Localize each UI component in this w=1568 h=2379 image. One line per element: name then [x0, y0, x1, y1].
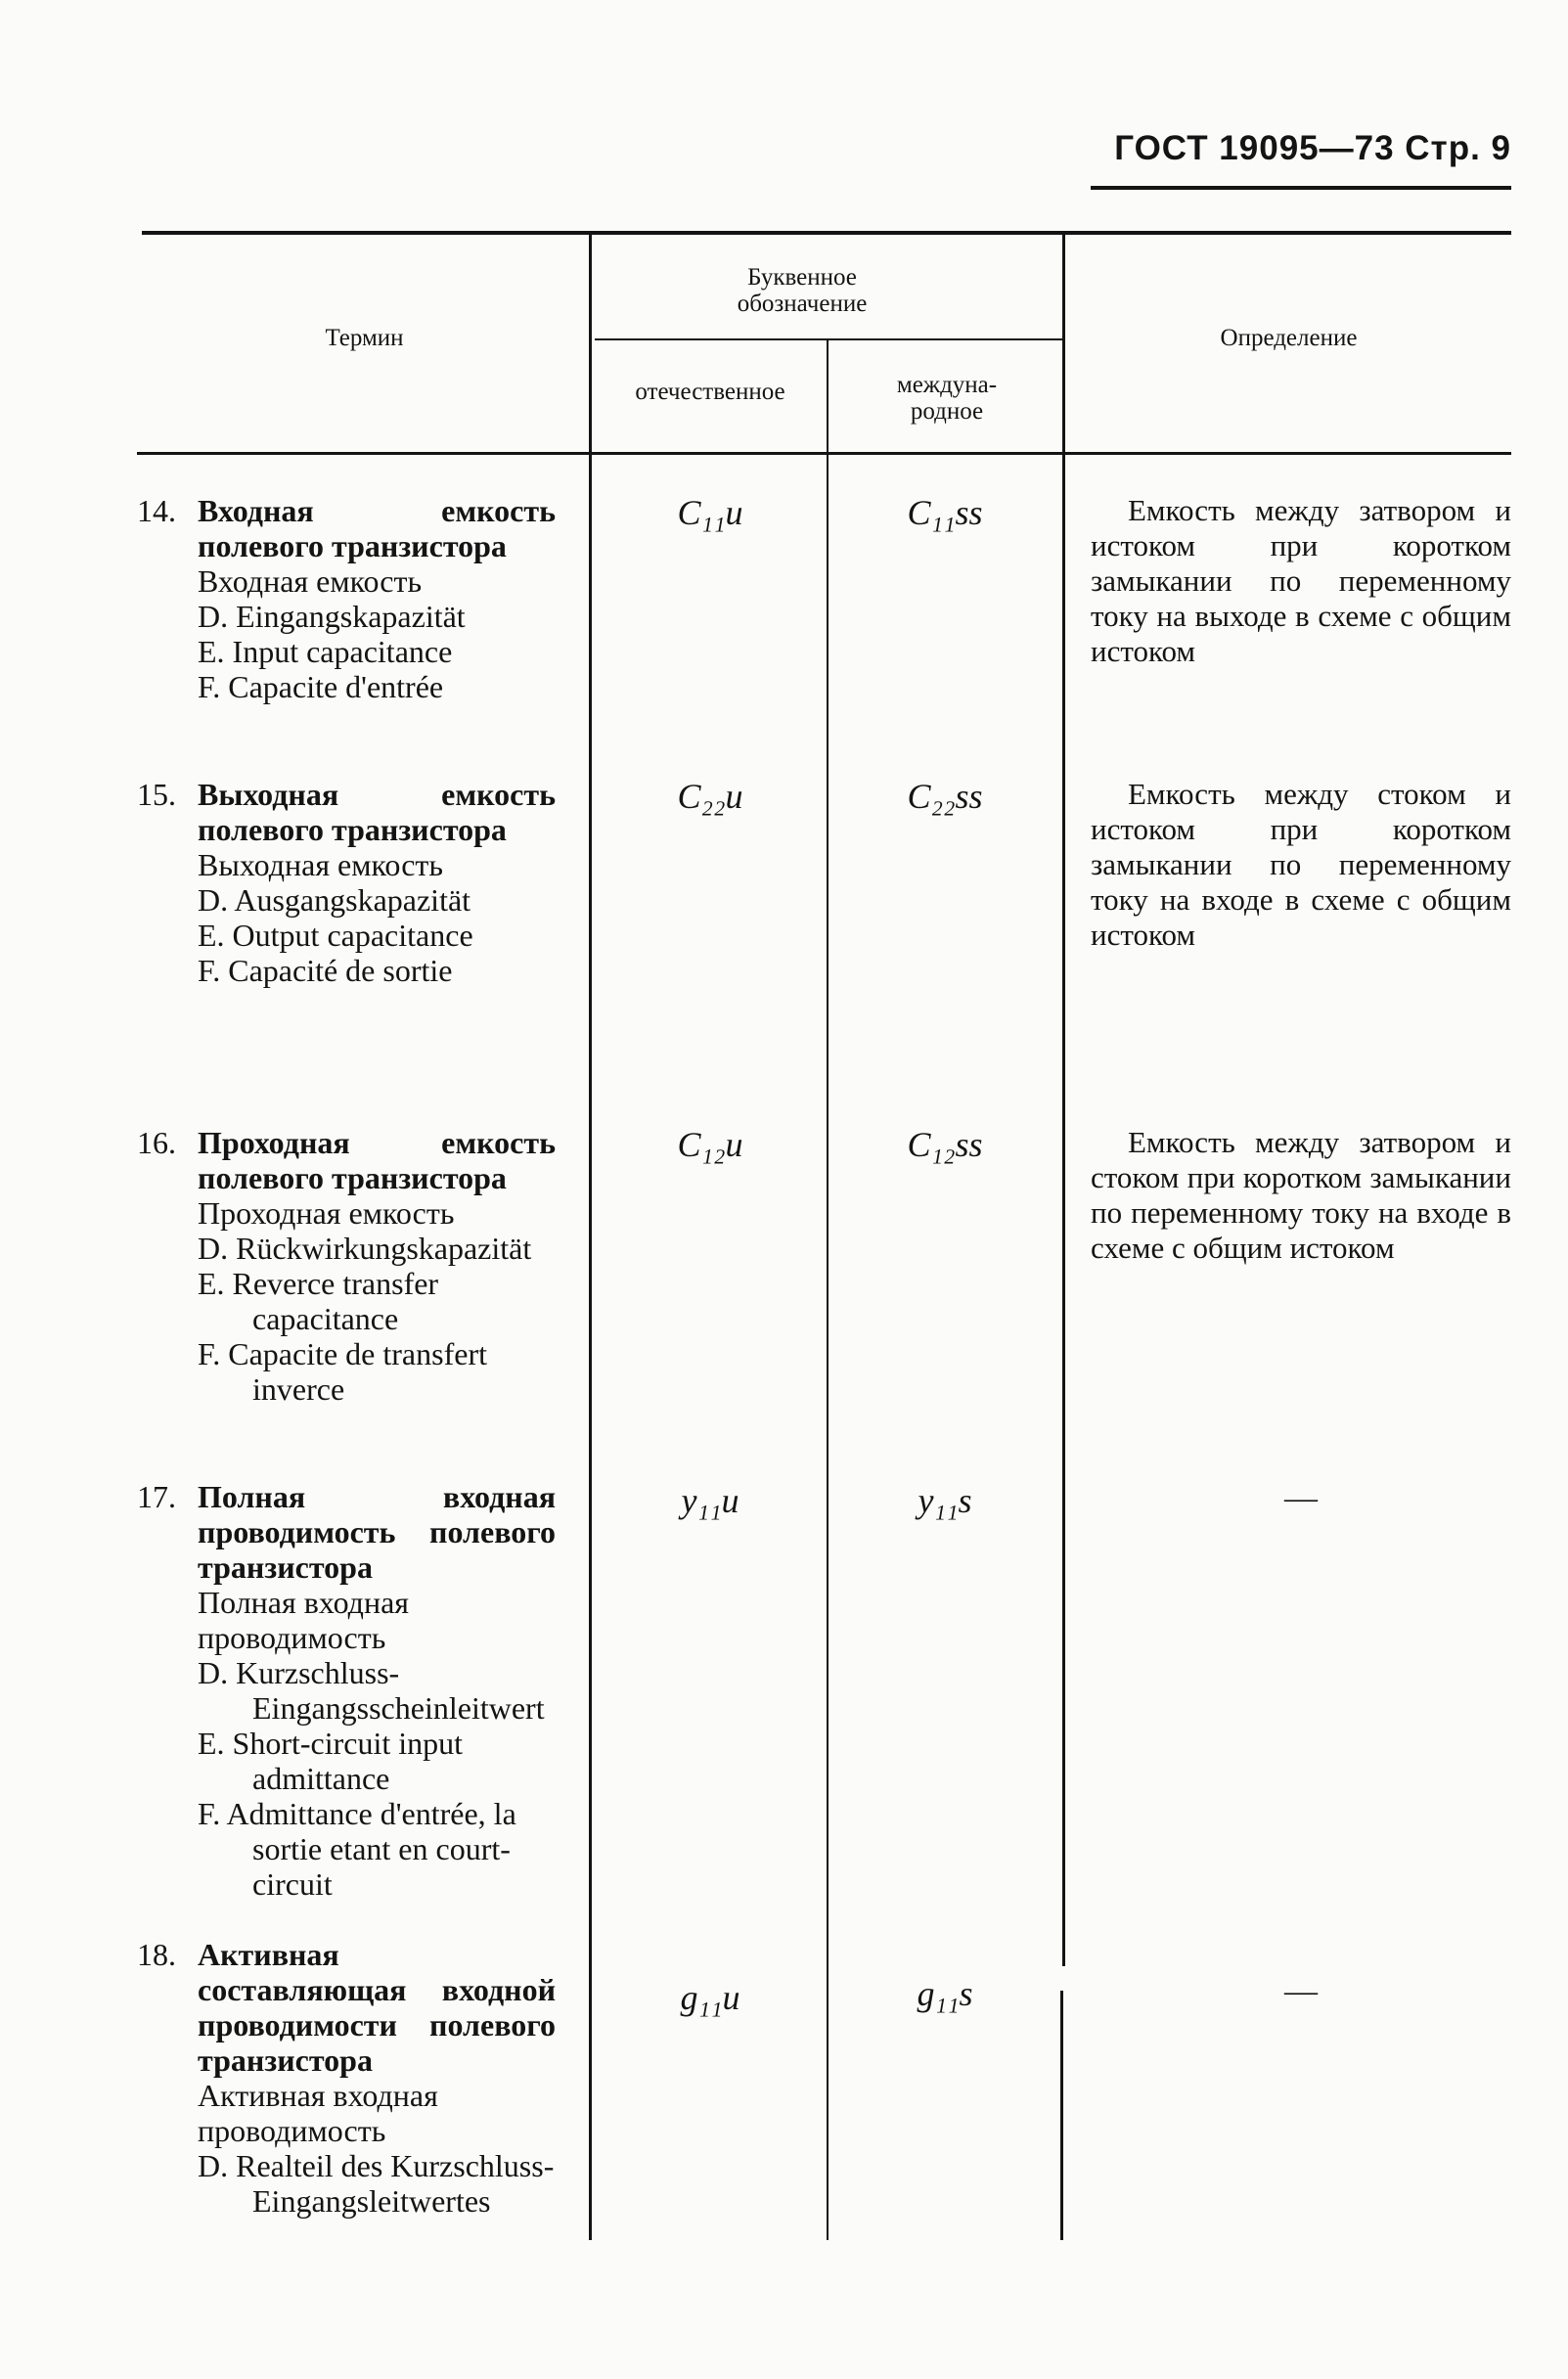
column-divider-3 [1062, 235, 1065, 1966]
page-header: ГОСТ 19095—73 Стр. 9 [1114, 129, 1511, 167]
table-head-bottom-rule [137, 452, 1511, 455]
entry-number: 18. [137, 1937, 176, 1972]
entry-number: 17. [137, 1479, 176, 1514]
term-french: F. Capacite d'entrée [198, 669, 444, 704]
column-divider-1 [589, 235, 592, 2240]
definition: Емкость между затвором и стоком при коротком замыкании по переменному току на входе в схеме с общим истоком [1091, 1125, 1511, 1265]
term-english: E. Short-circuit input admittance [198, 1726, 464, 1796]
symbol-international: C₂₂ss [907, 777, 983, 816]
symbol-international: C₁₁ss [907, 493, 983, 532]
symbol-international: y₁₁s [918, 1481, 972, 1520]
term-main: Выходная емкость полевого транзистора [198, 777, 556, 847]
entry-number: 16. [137, 1125, 176, 1160]
term-short: Проходная емкость [198, 1195, 455, 1231]
term-german: D. Eingangskapazität [198, 599, 466, 634]
term-french: F. Admittance d'entrée, la sortie etant en court-circuit [198, 1796, 516, 1902]
term-main: Активная составляющая входной проводимости полевого транзистора [198, 1937, 556, 2078]
symbol-domestic: y₁₁и [681, 1481, 739, 1520]
col-head-domestic: отечественное [635, 379, 785, 405]
header-rule [1091, 186, 1511, 190]
entry-number: 15. [137, 777, 176, 812]
symbol-international: C₁₂ss [907, 1125, 983, 1164]
table-top-rule [142, 231, 1511, 235]
term-german: D. Realteil des Kurzschluss-Eingangsleitwertes [198, 2148, 555, 2219]
term-german: D. Ausgangskapazität [198, 882, 471, 918]
entry-number: 14. [137, 493, 176, 528]
term-short: Активная входная проводимость [198, 2078, 438, 2148]
definition: Емкость между стоком и истоком при коротком замыкании по переменному току на входе в схеме с общим истоком [1091, 777, 1511, 952]
term-german: D. Kurzschluss-Eingangsscheinleitwert [198, 1655, 545, 1726]
term-english: E. Reverce transfer capacitance [198, 1266, 439, 1336]
column-divider-2 [827, 340, 829, 2240]
term-main: Проходная емкость полевого транзистора [198, 1125, 556, 1195]
col-head-designation: Буквенное обозначение [737, 264, 868, 317]
symbol-international: g₁₁s [917, 1974, 973, 2013]
term-french: F. Capacité de sortie [198, 953, 453, 988]
term-short: Полная входная проводимость [198, 1585, 409, 1655]
col-head-definition: Определение [1220, 325, 1358, 351]
term-main: Полная входная проводимость полевого транзистора [198, 1479, 556, 1585]
term-short: Выходная емкость [198, 847, 443, 882]
column-divider-3-lower [1060, 1991, 1063, 2240]
term-french: F. Capacite de transfert inverce [198, 1336, 487, 1407]
term-main: Входная емкость полевого транзистора [198, 493, 556, 563]
term-short: Входная емкость [198, 563, 423, 599]
symbol-domestic: g₁₁и [680, 1978, 740, 2017]
term-english: E. Input capacitance [198, 634, 453, 669]
designation-sub-rule [595, 338, 1062, 340]
symbol-domestic: C₂₂и [677, 777, 743, 816]
definition-dash: — [1284, 1973, 1318, 2009]
col-head-international: междуна-родное [896, 372, 998, 425]
symbol-domestic: C₁₂и [677, 1125, 743, 1164]
definition: Емкость между затвором и истоком при коротком замыкании по переменному току на выходе в схеме с общим истоком [1091, 493, 1511, 668]
symbol-domestic: C₁₁и [677, 493, 743, 532]
col-head-term: Термин [325, 325, 404, 351]
definition-dash: — [1284, 1480, 1318, 1516]
term-english: E. Output capacitance [198, 918, 473, 953]
term-german: D. Rückwirkungskapazität [198, 1231, 532, 1266]
